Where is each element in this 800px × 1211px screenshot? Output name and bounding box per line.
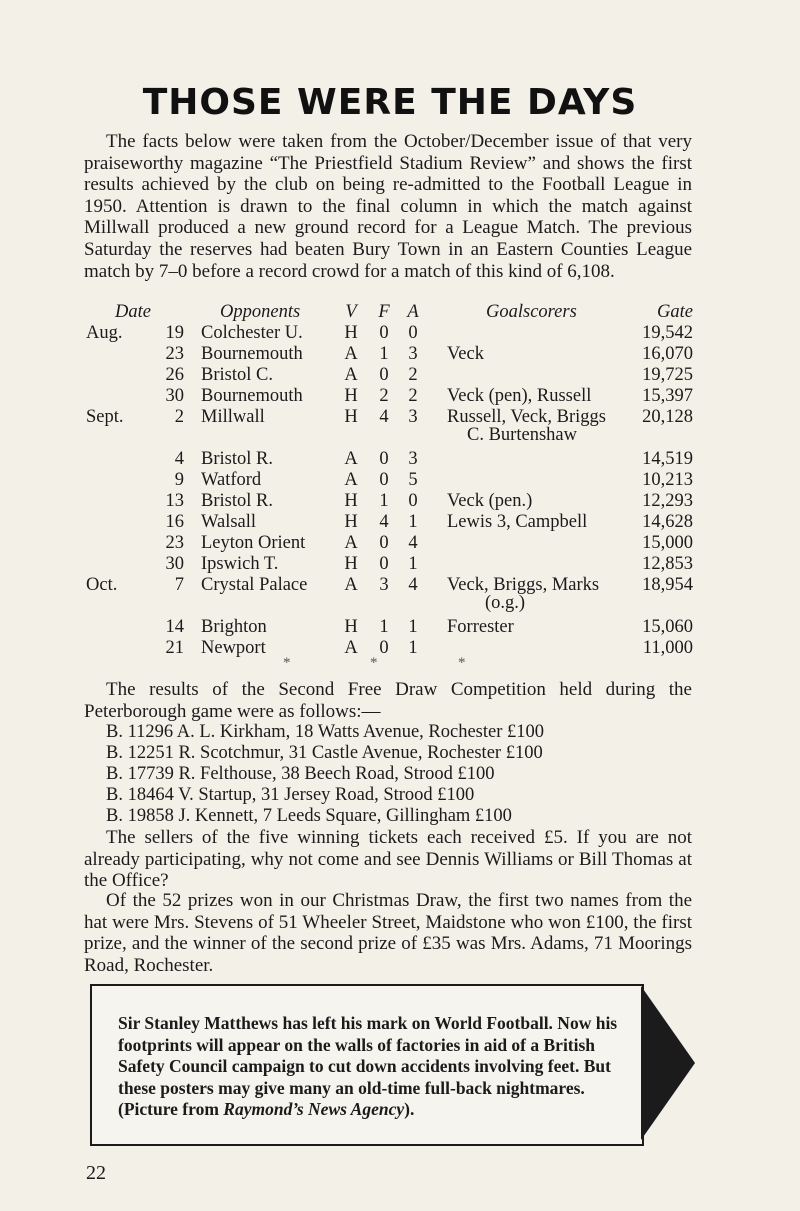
row-goals-for: 0 xyxy=(379,323,389,343)
draw-intro-paragraph: The results of the Second Free Draw Competition held during the Peterborough game were as follows:— xyxy=(84,679,692,722)
table-row-continuation xyxy=(0,425,800,446)
row-venue: H xyxy=(344,407,358,427)
table-row xyxy=(0,617,800,638)
row-goalscorers: Forrester xyxy=(447,617,514,637)
table-row xyxy=(0,365,800,386)
row-gate: 20,128 xyxy=(642,407,693,427)
row-gate: 14,519 xyxy=(642,449,693,469)
row-goals-against: 4 xyxy=(408,533,418,553)
row-venue: H xyxy=(344,323,358,343)
table-row xyxy=(0,386,800,407)
row-goals-against: 3 xyxy=(408,344,418,364)
row-venue: H xyxy=(344,617,358,637)
ticket-line: B. 19858 J. Kennett, 7 Leeds Square, Gillingham £100 xyxy=(106,806,512,826)
row-gate: 15,060 xyxy=(642,617,693,637)
header-date: Date xyxy=(115,302,151,322)
row-goals-against: 2 xyxy=(408,365,418,385)
christmas-draw-paragraph: Of the 52 prizes won in our Christmas Draw, the first two names from the hat were Mrs. Stevens of 51 Wheeler Street, Maidstone who won £100, the first prize, and the winner of the second prize of £35 was Mrs. Adams, 71 Moorings Road, Rochester. xyxy=(84,890,692,976)
row-day: 4 xyxy=(174,449,184,469)
ticket-line: B. 17739 R. Felthouse, 38 Beech Road, Strood £100 xyxy=(106,764,495,784)
row-gate: 18,954 xyxy=(642,575,693,595)
row-venue: A xyxy=(344,638,358,658)
header-for: F xyxy=(378,302,390,322)
separator-star: * xyxy=(370,655,378,671)
row-goalscorers: Veck, Briggs, Marks xyxy=(447,575,600,595)
header-gate: Gate xyxy=(657,302,693,322)
row-goals-against: 2 xyxy=(408,386,418,406)
row-goals-for: 3 xyxy=(379,575,389,595)
row-goalscorers-continued: C. Burtenshaw xyxy=(467,425,577,445)
row-day: 23 xyxy=(165,533,184,553)
row-day: 23 xyxy=(165,344,184,364)
row-day: 14 xyxy=(165,617,184,637)
row-opponent: Bournemouth xyxy=(201,386,303,406)
table-header xyxy=(0,302,800,323)
row-month: Oct. xyxy=(86,575,118,595)
row-goals-for: 1 xyxy=(379,491,389,511)
intro-paragraph: The facts below were taken from the October/December issue of that very praiseworthy magazine “The Priestfield Stadium Review” and shows the first results achieved by the club on being re-admitted to the Football League in 1950. Attention is drawn to the final column in which the match against Millwall produced a new ground record for a League Match. The previous Saturday the reserves had beaten Bury Town in an Eastern Counties League match by 7–0 before a record crowd for a match of this kind of 6,108. xyxy=(84,131,692,282)
row-day: 13 xyxy=(165,491,184,511)
row-venue: A xyxy=(344,449,358,469)
row-goals-against: 1 xyxy=(408,554,418,574)
row-venue: H xyxy=(344,554,358,574)
row-goals-against: 3 xyxy=(408,449,418,469)
row-gate: 19,725 xyxy=(642,365,693,385)
row-goals-against: 1 xyxy=(408,617,418,637)
row-goals-for: 0 xyxy=(379,554,389,574)
row-goals-for: 1 xyxy=(379,617,389,637)
row-opponent: Newport xyxy=(201,638,266,658)
row-goals-for: 4 xyxy=(379,512,389,532)
row-opponent: Watford xyxy=(201,470,262,490)
header-venue: V xyxy=(345,302,357,322)
header-goalscorers: Goalscorers xyxy=(486,302,577,322)
row-goals-for: 0 xyxy=(379,533,389,553)
row-goals-against: 3 xyxy=(408,407,418,427)
row-gate: 19,542 xyxy=(642,323,693,343)
row-gate: 15,397 xyxy=(642,386,693,406)
row-gate: 10,213 xyxy=(642,470,693,490)
row-gate: 12,853 xyxy=(642,554,693,574)
row-goalscorers: Veck (pen.) xyxy=(447,491,533,511)
row-venue: H xyxy=(344,386,358,406)
row-day: 16 xyxy=(165,512,184,532)
row-goals-for: 1 xyxy=(379,344,389,364)
row-goals-against: 0 xyxy=(408,323,418,343)
table-row xyxy=(0,554,800,575)
table-row-continuation xyxy=(0,593,800,614)
row-day: 7 xyxy=(174,575,184,595)
table-row xyxy=(0,344,800,365)
row-goalscorers-continued: (o.g.) xyxy=(485,593,526,613)
row-day: 26 xyxy=(165,365,184,385)
row-goals-for: 0 xyxy=(379,365,389,385)
row-day: 30 xyxy=(165,386,184,406)
page-title: THOSE WERE THE DAYS xyxy=(142,82,638,123)
row-opponent: Bristol R. xyxy=(201,449,273,469)
row-goals-for: 4 xyxy=(379,407,389,427)
row-goals-against: 1 xyxy=(408,638,418,658)
caption-text: Sir Stanley Matthews has left his mark on World Football. Now his footprints will appear on the walls of factories in aid of a British Safety Council campaign to cut down accidents involving feet. But these posters may give many an old-time full-back nightmares. (Picture from xyxy=(118,1013,618,1119)
row-opponent: Leyton Orient xyxy=(201,533,306,553)
row-day: 9 xyxy=(174,470,184,490)
row-goals-against: 4 xyxy=(408,575,418,595)
table-row xyxy=(0,533,800,554)
row-day: 30 xyxy=(165,554,184,574)
caption-end: ). xyxy=(404,1099,415,1119)
arrow-pointer-icon xyxy=(641,986,695,1140)
row-goals-against: 5 xyxy=(408,470,418,490)
row-gate: 14,628 xyxy=(642,512,693,532)
row-goals-for: 0 xyxy=(379,470,389,490)
row-venue: A xyxy=(344,533,358,553)
row-goals-for: 0 xyxy=(379,449,389,469)
row-opponent: Walsall xyxy=(201,512,257,532)
header-against: A xyxy=(407,302,419,322)
row-month: Aug. xyxy=(86,323,123,343)
row-venue: A xyxy=(344,344,358,364)
separator-star: * xyxy=(283,655,291,671)
table-row xyxy=(0,470,800,491)
row-goalscorers: Veck xyxy=(447,344,484,364)
ticket-line: B. 12251 R. Scotchmur, 31 Castle Avenue, Rochester £100 xyxy=(106,743,543,763)
row-month: Sept. xyxy=(86,407,124,427)
table-row xyxy=(0,323,800,344)
row-venue: A xyxy=(344,470,358,490)
row-opponent: Bournemouth xyxy=(201,344,303,364)
photo-caption xyxy=(118,1013,630,1121)
row-opponent: Bristol R. xyxy=(201,491,273,511)
row-goals-against: 1 xyxy=(408,512,418,532)
ticket-line: B. 18464 V. Startup, 31 Jersey Road, Strood £100 xyxy=(106,785,475,805)
row-gate: 11,000 xyxy=(642,638,693,658)
row-goals-against: 0 xyxy=(408,491,418,511)
row-gate: 15,000 xyxy=(642,533,693,553)
row-venue: A xyxy=(344,365,358,385)
row-gate: 12,293 xyxy=(642,491,693,511)
row-opponent: Colchester U. xyxy=(201,323,303,343)
table-row xyxy=(0,638,800,659)
header-opponents: Opponents xyxy=(220,302,301,322)
row-opponent: Bristol C. xyxy=(201,365,273,385)
sellers-paragraph: The sellers of the five winning tickets each received £5. If you are not already participating, why not come and see Dennis Williams or Bill Thomas at the Office? xyxy=(84,827,692,892)
row-goalscorers: Veck (pen), Russell xyxy=(447,386,592,406)
row-opponent: Crystal Palace xyxy=(201,575,308,595)
table-row xyxy=(0,449,800,470)
row-day: 21 xyxy=(165,638,184,658)
row-goalscorers: Lewis 3, Campbell xyxy=(447,512,588,532)
caption-agency: Raymond’s News Agency xyxy=(223,1099,405,1119)
row-goals-for: 0 xyxy=(379,638,389,658)
table-row xyxy=(0,491,800,512)
row-venue: A xyxy=(344,575,358,595)
row-venue: H xyxy=(344,512,358,532)
row-venue: H xyxy=(344,491,358,511)
row-goals-for: 2 xyxy=(379,386,389,406)
row-opponent: Brighton xyxy=(201,617,267,637)
row-opponent: Ipswich T. xyxy=(201,554,279,574)
row-goalscorers: Russell, Veck, Briggs xyxy=(447,407,606,427)
row-gate: 16,070 xyxy=(642,344,693,364)
separator-star: * xyxy=(458,655,466,671)
row-opponent: Millwall xyxy=(201,407,265,427)
row-day: 2 xyxy=(174,407,184,427)
table-row xyxy=(0,512,800,533)
page-number: 22 xyxy=(86,1162,106,1184)
ticket-line: B. 11296 A. L. Kirkham, 18 Watts Avenue, Rochester £100 xyxy=(106,722,545,742)
row-day: 19 xyxy=(165,323,184,343)
